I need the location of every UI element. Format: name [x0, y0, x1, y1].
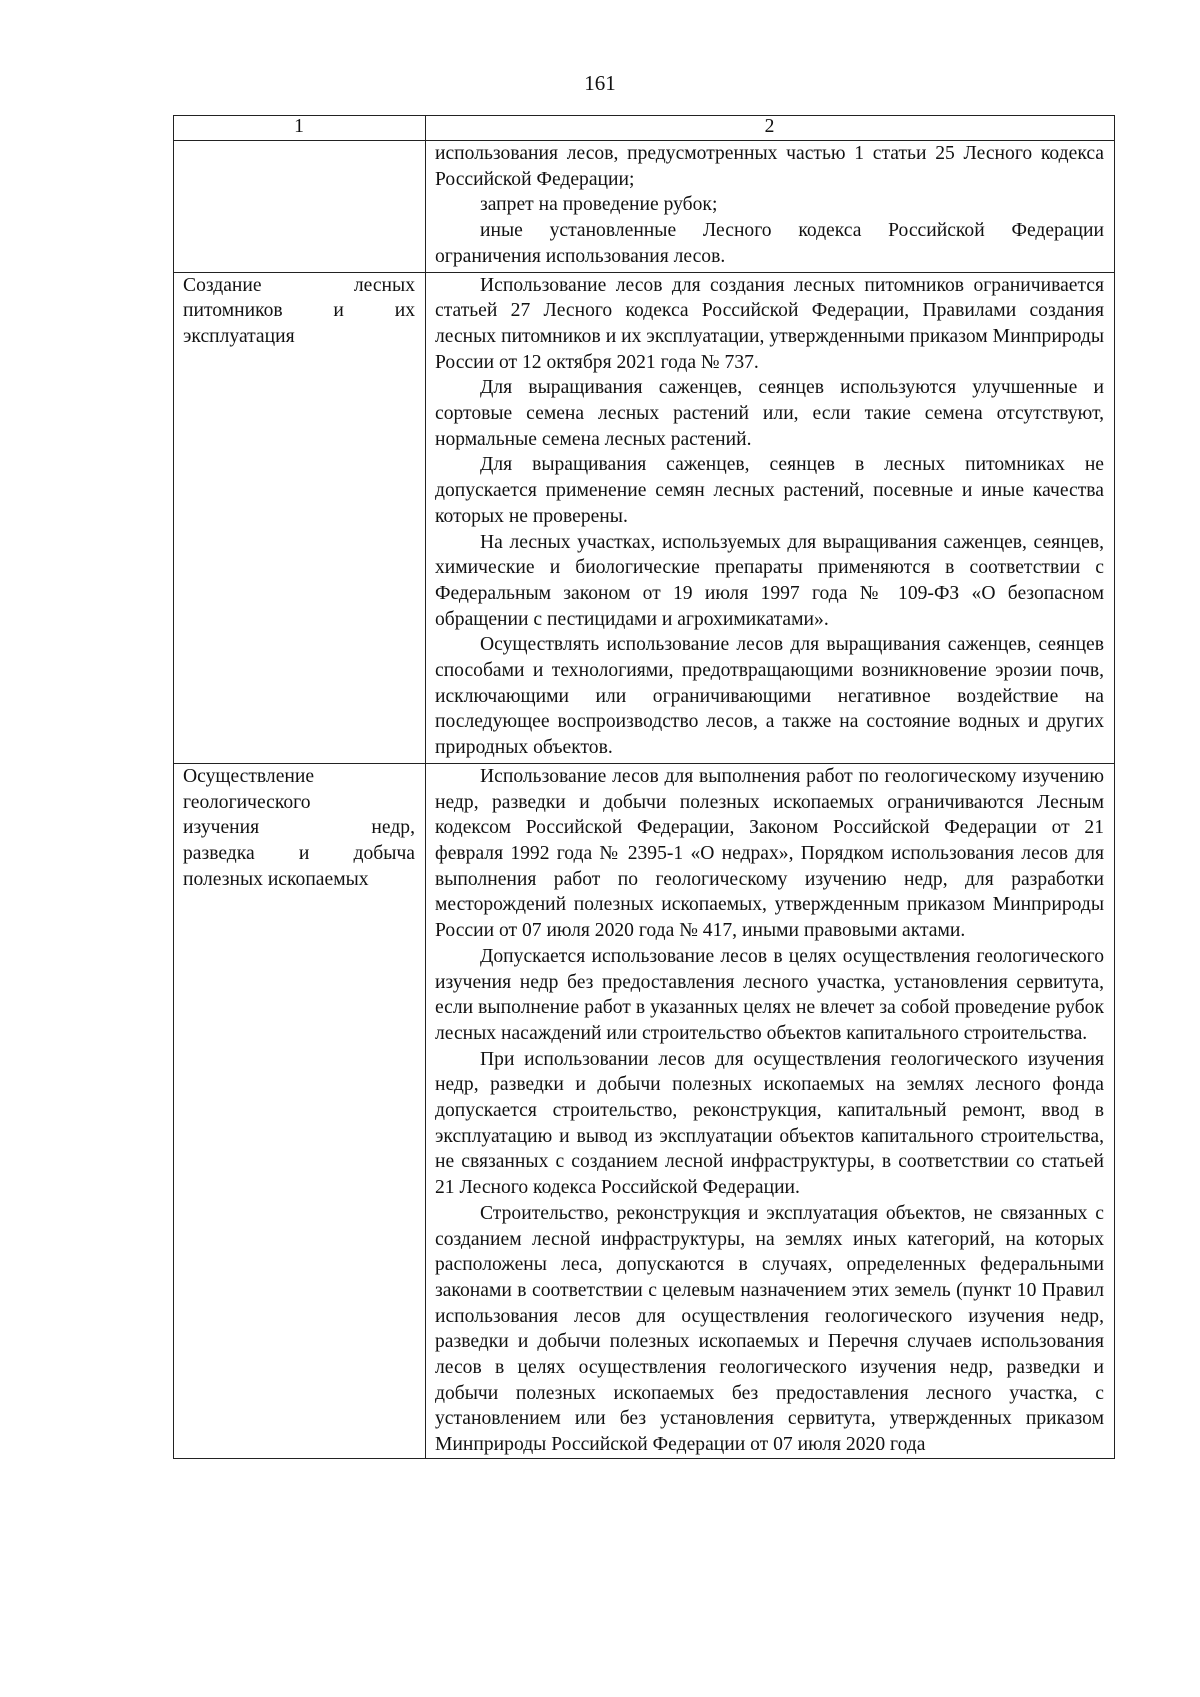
paragraph: Использование лесов для создания лесных питомников ограничивается статьей 27 Лесного кодекса Российской Федерации, Правилами создания лесных питомников и их эксплуатации, утвержденными приказом Минприроды России от 12 октября 2021 года № 737.: [435, 274, 1104, 373]
subject-line: геологического: [183, 791, 311, 813]
paragraph: Для выращивания саженцев, сеянцев используются улучшенные и сортовые семена лесных растений или, если такие семена отсутствуют, нормальные семена лесных растений.: [435, 377, 1104, 450]
paragraph: При использовании лесов для осуществления геологического изучения недр, разведки и добычи полезных ископаемых на землях лесного фонда допускается строительство, реконструкция, капитальный ремонт, ввод в эксплуатацию и вывод из эксплуатации объектов капитального строительства, не связанных с созданием лесной инфраструктуры, в соответствии со статьей 21 Лесного кодекса Российской Федерации.: [435, 1048, 1104, 1199]
table-row: [174, 141, 1115, 273]
paragraph: Допускается использование лесов в целях осуществления геологического изучения недр без предоставления лесного участка, установления сервитута, если выполнение работ в указанных целях не влечет за собой проведение рубок лесных насаждений или строительство объектов капитального строительства.: [435, 945, 1104, 1044]
content-cell: [426, 141, 1115, 273]
paragraph: Осуществлять использование лесов для выращивания саженцев, сеянцев способами и технологиями, предотвращающими возникновение эрозии почв, исключающими или ограничивающими негативное воздействие на последующее воспроизводство лесов, а также на состояние водных и других природных объектов.: [435, 634, 1104, 759]
paragraph: Использование лесов для выполнения работ по геологическому изучению недр, разведки и добычи полезных ископаемых ограничиваются Лесным кодексом Российской Федерации, Законом Российской Федерации от 21 февраля 1992 года № 2395-1 «О недрах», Порядком использования лесов для выполнения работ по геологическому изучению недр, для разработки месторождений полезных ископаемых, утвержденным приказом Минприроды России от 07 июля 2020 года № 417, иными правовыми актами.: [435, 765, 1104, 942]
subject-cell: [174, 272, 426, 763]
subject-cell: [174, 763, 426, 1458]
paragraph: На лесных участках, используемых для выращивания саженцев, сеянцев, химические и биологические препараты применяются в соответствии с Федеральным законом от 19 июля 1997 года № 109-ФЗ «О безопасном обращении с пестицидами и агрохимикатами».: [435, 531, 1104, 630]
paragraph: запрет на проведение рубок;: [480, 194, 718, 216]
subject-line: Создание лесных: [183, 274, 415, 296]
paragraph: Строительство, реконструкция и эксплуатация объектов, не связанных с созданием лесной инфраструктуры, на землях иных категорий, на которых расположены леса, допускаются в случаях, определенных федеральными законами в соответствии с целевым назначением этих земель (пункт 10 Правил использования лесов для осуществления геологического изучения недр, разведки и добычи полезных ископаемых и Перечня случаев использования лесов в целях осуществления геологического изучения недр, разведки и добычи полезных ископаемых без предоставления лесного участка, с установлением или без установления сервитута, утвержденных приказом Минприроды Российской Федерации от 07 июля 2020 года: [435, 1202, 1104, 1456]
restrictions-table: [173, 115, 1115, 1459]
column-header-2: 2: [426, 116, 1115, 141]
subject-line: Осуществление: [183, 765, 315, 787]
table-header-row: [174, 116, 1115, 141]
paragraph: Для выращивания саженцев, сеянцев в лесных питомниках не допускается применение семян лесных растений, посевные и иные качества которых не проверены.: [435, 454, 1104, 527]
subject-line: полезных ископаемых: [183, 868, 369, 890]
content-cell: [426, 763, 1115, 1458]
subject-line: эксплуатация: [183, 325, 295, 347]
page-number: 161: [584, 71, 616, 95]
paragraph: использования лесов, предусмотренных частью 1 статьи 25 Лесного кодекса Российской Федерации;: [435, 143, 1104, 190]
table-row: [174, 272, 1115, 763]
table-row: [174, 763, 1115, 1458]
subject-line: разведка и добыча: [183, 842, 415, 864]
subject-cell: [174, 141, 426, 273]
column-header-1: 1: [174, 116, 426, 141]
content-cell: [426, 272, 1115, 763]
paragraph: иные установленные Лесного кодекса Российской Федерации ограничения использования лесов.: [435, 220, 1104, 267]
subject-line: питомников и их: [183, 300, 415, 322]
subject-line: изучения недр,: [183, 817, 415, 839]
